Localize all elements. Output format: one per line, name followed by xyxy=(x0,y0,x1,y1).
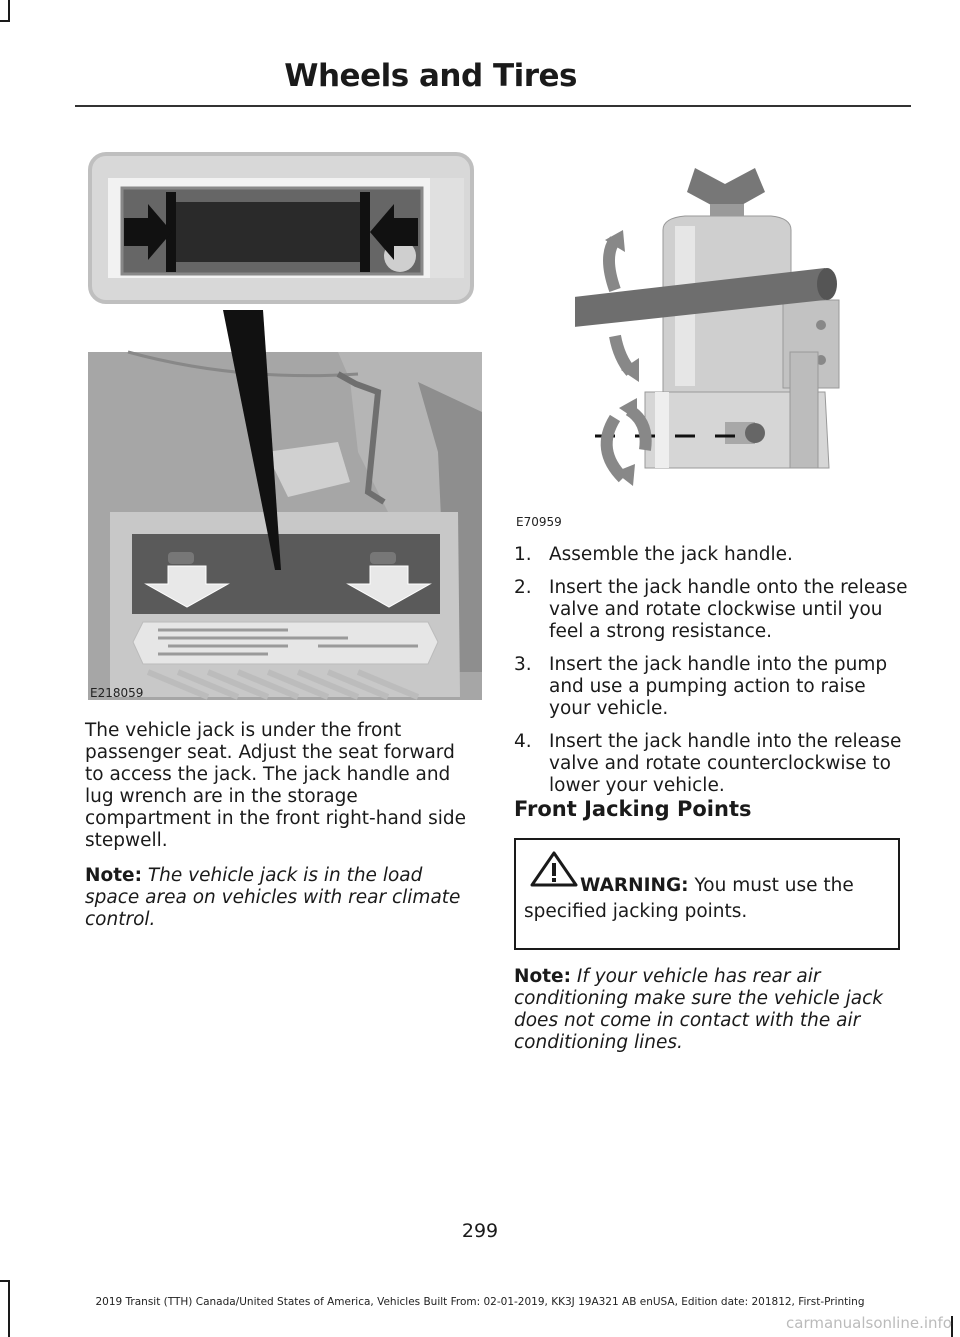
page-number: 299 xyxy=(461,1220,499,1242)
crop-mark xyxy=(0,20,10,22)
jack-location-figure xyxy=(88,152,482,700)
watermark: carmanualsonline.info xyxy=(786,1314,952,1332)
step-text: Assemble the jack handle. xyxy=(549,544,793,565)
note-label: Note: xyxy=(85,865,142,886)
list-item xyxy=(514,544,910,566)
footer: 2019 Transit (TTH) Canada/United States of America, Vehicles Built From: 02-01-2019, KK3J 19A321 AB enUSA, Edition date: 201812, First-Printing xyxy=(95,1296,865,1308)
list-item xyxy=(514,731,910,797)
note-text: The vehicle jack is in the load space area on vehicles with rear climate control. xyxy=(85,865,461,930)
section-heading: Front Jacking Points xyxy=(514,797,752,821)
right-note-paragraph xyxy=(514,966,910,1054)
crop-mark xyxy=(8,1280,10,1337)
jack-location-paragraph: The vehicle jack is under the front passenger seat. Adjust the seat forward to access the jack. The jack handle and lug wrench are in the storage compartment in the front right-hand side stepwell. xyxy=(85,720,467,851)
crop-mark xyxy=(0,1280,10,1282)
step-text: Insert the jack handle into the pump and use a pumping action to raise your vehicle. xyxy=(549,654,888,719)
figure-code-left: E218059 xyxy=(90,686,144,700)
note-text: If your vehicle has rear air conditioning make sure the vehicle jack does not come in contact with the air conditioning lines. xyxy=(514,966,883,1053)
jack-location-illustration xyxy=(88,152,482,700)
left-note xyxy=(85,865,477,931)
header-divider xyxy=(75,105,911,107)
list-item xyxy=(514,654,910,720)
warning-box xyxy=(514,838,900,950)
jack-steps-list xyxy=(514,544,910,808)
bottle-jack-illustration xyxy=(575,160,865,495)
note-label: Note: xyxy=(514,966,571,987)
step-text: Insert the jack handle into the release valve and rotate counterclockwise to lower your vehicle. xyxy=(549,731,902,796)
crop-mark xyxy=(8,0,10,22)
step-number: 1. xyxy=(514,544,532,565)
warning-text xyxy=(524,873,888,925)
page-title: Wheels and Tires xyxy=(284,58,577,94)
list-item xyxy=(514,577,910,643)
warning-message: You must use the specified jacking points. xyxy=(524,875,854,922)
step-number: 2. xyxy=(514,577,532,598)
bottle-jack-figure xyxy=(575,160,865,495)
step-number: 3. xyxy=(514,654,532,675)
right-note xyxy=(514,966,910,1054)
jack-location-text xyxy=(85,720,477,931)
step-number: 4. xyxy=(514,731,532,752)
warning-label: WARNING: xyxy=(580,875,689,896)
step-text: Insert the jack handle onto the release valve and rotate clockwise until you feel a strong resistance. xyxy=(549,577,908,642)
figure-code-right: E70959 xyxy=(516,515,562,529)
